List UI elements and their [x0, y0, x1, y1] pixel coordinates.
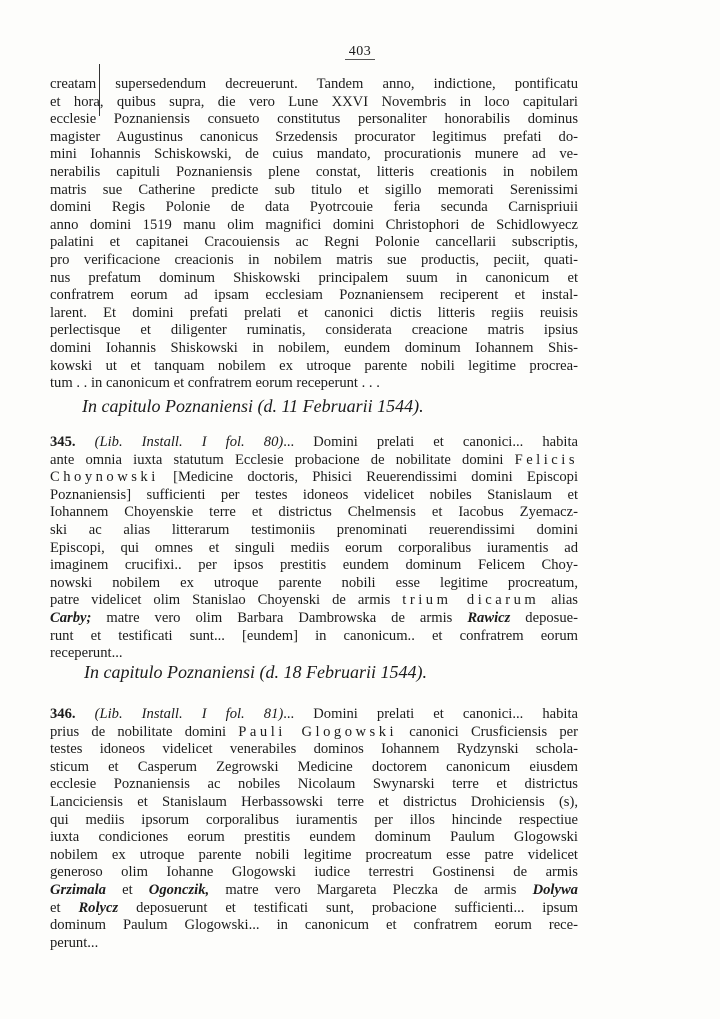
entry-346-line: Grzimala et Ogonczik, matre vero Margareta Pleczka de armis Dolywa — [50, 881, 578, 898]
text-line: pro verificacione creacionis in nobilem matris sue productis, peciit, quati- — [50, 251, 578, 268]
continuation-paragraph — [50, 76, 578, 393]
entry-346-line: 346. (Lib. Install. I fol. 81)... Domini prelati et canonici... habita — [50, 706, 578, 722]
arms-name: Grzimala — [50, 881, 106, 898]
arms-name: Ogonczik, — [148, 881, 210, 898]
person-name: Pauli Glogowski — [238, 723, 398, 740]
entry-345-line: 345. (Lib. Install. I fol. 80)... Domini prelati et canonici... habita — [50, 434, 578, 450]
section-heading-2: In capitulo Poznaniensi (d. 18 Februarii 1544). — [84, 662, 427, 682]
entry-345-line: Episcopi, qui omnes et singuli mediis eorum corporalibus iuramentis ad — [50, 539, 578, 556]
text-line: domini Regis Polonie de data Pyotrcouie feria secunda Carnispriuii — [50, 199, 578, 216]
text-line: larent. Et domini prefati prelati et canonici dictis litteris regiis reuisis — [50, 304, 578, 321]
entry-346-line: prius de nobilitate domini Pauli Glogowski canonici Crusficiensis per — [50, 723, 578, 740]
page-number-text: 403 — [345, 44, 376, 60]
arms-name: Rolycz — [78, 899, 119, 916]
entry-346-body — [50, 741, 578, 882]
entry-number: 346. — [50, 706, 76, 722]
entry-345-line: receperunt... — [50, 645, 123, 662]
entry-346-line: dominum Paulum Glogowski... in canonicum et confratrem eorum rece- — [50, 917, 578, 934]
entry-345-line: runt et testificati sunt... [eundem] in canonicum.. et confratrem eorum — [50, 627, 578, 644]
entry-346-line: nobilem ex utroque parente nobili legitime procreatum esse patre videlicet — [50, 846, 578, 863]
entry-346-line: iuxta condiciones eorum prestitis eundem dominum Paulum Glogowski — [50, 829, 578, 846]
text-line: palatini et capitanei Cracouiensis ac Regni Polonie cancellarii subscriptis, — [50, 234, 578, 251]
entry-346-line: Lanciciensis et Stanislaum Herbassowski terre et districtus Drohiciensis (s), — [50, 793, 578, 810]
entry-number: 345. — [50, 434, 76, 450]
text-line: et hora, quibus supra, die vero Lune XXVI Novembris in loco capitulari — [50, 93, 578, 110]
text-line: matris sue Catherine predicte sub titulo et sigillo memorati Serenissimi — [50, 181, 578, 198]
entry-345-line: Iohannem Choyenskie terre et districtus Chelmensis et Iacobus Zyemacz- — [50, 504, 578, 521]
text-line: perlectisque et diligenter ruminatis, considerata creacione matris ipsius — [50, 322, 578, 339]
person-name: Choynowski — [50, 469, 159, 486]
text-line: nerabilis capituli Poznaniensis plene constat, litteris creationis in nobilem — [50, 163, 578, 180]
entry-346-line: et Rolycz deposuerunt et testificati sunt, probacione sufficienti... ipsum — [50, 899, 578, 916]
entry-346-line: generoso olim Iohanne Glogowski iudice terrestri Gostinensi de armis — [50, 864, 578, 881]
arms-name: trium dicarum — [402, 592, 540, 609]
text-line: kowski ut et tanquam nobilem ex utroque parente nobili legitime procrea- — [50, 357, 578, 374]
text-line: creatam supersedendum decreuerunt. Tandem anno, indictione, pontificatu — [50, 76, 578, 92]
entry-345-line: Carby; matre vero olim Barbara Dambrowska de armis Rawicz deposue- — [50, 609, 578, 626]
entry-346-line: ecclesie Poznaniensis ac nobiles Nicolaum Swynarski terre et districtus — [50, 776, 578, 793]
source-reference: (Lib. Install. I fol. 80) — [94, 434, 284, 450]
text-line: magister Augustinus canonicus Srzedensis procurator legitimus prefati do- — [50, 128, 578, 145]
entry-346-line: testes idoneos videlicet venerabiles dominos Iohannem Rydzynski schola- — [50, 741, 578, 758]
entry-345-line: Poznaniensis] sufficienti per testes idoneos videlicet nobiles Stanislaum et — [50, 486, 578, 503]
arms-name: Rawicz — [467, 609, 511, 626]
text-line: mini Iohannis Schiskowski, de cuius mandato, procurationis munere ad ve- — [50, 146, 578, 163]
text-line: anno domini 1519 manu olim magnifici domini Christophori de Schidlowyecz — [50, 216, 578, 233]
text-line: domini Iohannis Shiskowski in nobilem, eundem dominum Iohannem Shis- — [50, 339, 578, 356]
person-name: Felicis — [514, 451, 578, 468]
entry-345-line: ante omnia iuxta statutum Ecclesie probacione de nobilitate domini Felicis — [50, 451, 578, 468]
text-line: nus prefatum dominum Shiskowski principalem suum in canonicum et — [50, 269, 578, 286]
entry-345-line: Choynowski [Medicine doctoris, Phisici Reuerendissimi domini Episcopi — [50, 469, 579, 486]
entry-346-line: sticum et Casperum Zegrowski Medicine doctorem canonicum eiusdem — [50, 758, 578, 775]
arms-name: Dolywa — [532, 881, 578, 898]
entry-345-line: ski ac alias litterarum testimoniis prenominati reuerendissimi domini — [50, 521, 578, 538]
entry-345-body — [50, 487, 578, 593]
page-number — [0, 44, 720, 60]
entry-345-line: imaginem crucifixi.. per ipsos prestitis eundem dominum Felicem Choy- — [50, 557, 578, 574]
arms-name: Carby; — [50, 609, 92, 626]
text-line: confratrem eorum ad ipsam ecclesiam Poznaniensem reciperent et instal- — [50, 287, 578, 304]
entry-346-line: perunt... — [50, 934, 99, 951]
text-line: tum . . in canonicum et confratrem eorum receperunt . . . — [50, 375, 380, 392]
entry-345-line: nowski nobilem ex utroque parente nobili esse legitime procreatum, — [50, 574, 578, 591]
entry-345-line: patre videlicet olim Stanislao Choyenski de armis trium dicarum alias — [50, 592, 578, 609]
entry-346-line: qui mediis ipsorum corporalibus iuramentis per illos hincinde respectiue — [50, 811, 578, 828]
entry-345 — [50, 434, 578, 663]
section-heading-1: In capitulo Poznaniensi (d. 11 Februarii 1544). — [82, 396, 424, 416]
source-reference: (Lib. Install. I fol. 81) — [94, 706, 284, 722]
text-line: ecclesie Poznaniensis consueto constitutus personaliter honorabilis dominus — [50, 111, 578, 128]
entry-346 — [50, 706, 578, 952]
